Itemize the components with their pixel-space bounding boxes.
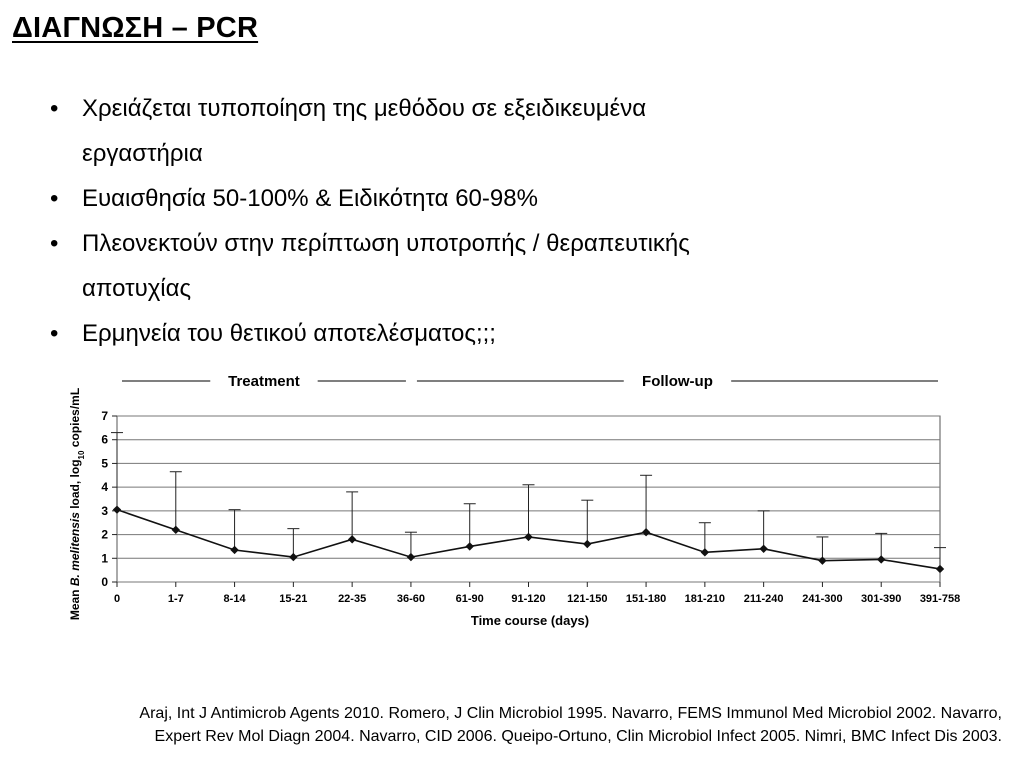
chart-axes xyxy=(101,409,960,605)
data-point xyxy=(524,533,532,541)
bullet-text: Πλεονεκτούν στην περίπτωση υποτροπής / θεραπευτικής xyxy=(82,230,690,257)
bullet-dot-icon: • xyxy=(50,320,59,347)
x-tick-label: 22-35 xyxy=(338,593,367,605)
data-point xyxy=(701,548,709,556)
y-tick-label: 6 xyxy=(101,432,108,447)
reference-line: Araj, Int J Antimicrob Agents 2010. Romero, J Clin Microbiol 1995. Navarro, FEMS Immunol Med Microbiol 2002. Navarro, xyxy=(139,705,1002,722)
x-axis-label: Time course (days) xyxy=(470,613,590,628)
data-point xyxy=(642,528,650,536)
bullet-text: Ευαισθησία 50-100% & Ειδικότητα 60-98% xyxy=(82,185,538,212)
x-tick-label: 211-240 xyxy=(743,593,784,605)
data-point xyxy=(113,505,121,513)
bullet-text-continued: αποτυχίας xyxy=(82,275,192,302)
data-point xyxy=(230,546,238,554)
x-tick-label: 241-300 xyxy=(802,593,843,605)
bullet-dot-icon: • xyxy=(50,230,59,257)
bullet-item xyxy=(50,311,850,356)
references xyxy=(10,702,1002,748)
y-axis-label-part: Mean xyxy=(68,586,82,621)
data-point xyxy=(583,540,591,548)
bullet-item xyxy=(50,86,850,176)
x-tick-label: 181-210 xyxy=(684,593,726,605)
y-axis-label-part: load, log xyxy=(68,459,82,513)
bullet-dot-icon: • xyxy=(50,95,59,122)
data-point xyxy=(348,535,356,543)
phase-label: Treatment xyxy=(228,373,300,390)
data-point xyxy=(407,553,415,561)
bullet-list xyxy=(50,86,850,356)
x-tick-label: 121-150 xyxy=(567,593,608,605)
bullet-text: Χρειάζεται τυποποίηση της μεθόδου σε εξειδικευμένα xyxy=(82,95,647,122)
y-tick-label: 3 xyxy=(101,503,108,518)
x-tick-label: 36-60 xyxy=(396,593,425,605)
data-point xyxy=(818,556,826,564)
data-point xyxy=(759,545,767,553)
y-axis-label xyxy=(68,388,86,620)
y-axis-label-part: copies/mL xyxy=(68,387,82,451)
y-tick-label: 1 xyxy=(101,551,108,566)
bullet-item xyxy=(50,176,850,221)
bullet-text: Ερμηνεία του θετικού αποτελέσματος;;; xyxy=(82,320,496,347)
x-tick-label: 8-14 xyxy=(223,593,246,605)
x-tick-label: 61-90 xyxy=(455,593,484,605)
data-point xyxy=(936,565,944,573)
x-tick-label: 15-21 xyxy=(279,593,308,605)
bullet-text-continued: εργαστήρια xyxy=(82,140,203,167)
data-point xyxy=(289,553,297,561)
y-tick-label: 5 xyxy=(101,456,108,471)
x-tick-label: 1-7 xyxy=(167,593,184,605)
x-tick-label: 391-758 xyxy=(919,593,960,605)
chart-phase-bar xyxy=(122,373,938,390)
x-tick-label: 151-180 xyxy=(625,593,667,605)
bullet-item xyxy=(50,221,850,311)
slide-title: ΔΙΑΓΝΩΣΗ – PCR xyxy=(12,12,259,44)
y-tick-label: 2 xyxy=(101,527,108,542)
x-tick-label: 0 xyxy=(113,593,121,605)
x-tick-label: 301-390 xyxy=(861,593,902,605)
data-point xyxy=(172,526,180,534)
pcr-load-chart xyxy=(60,362,960,634)
x-tick-label: 91-120 xyxy=(511,593,546,605)
bullet-dot-icon: • xyxy=(50,185,59,212)
y-axis-label-part: B. melitensis xyxy=(68,512,82,587)
y-axis-label-part: 10 xyxy=(76,450,86,460)
phase-label: Follow-up xyxy=(642,373,713,390)
y-tick-label: 0 xyxy=(101,575,108,589)
y-tick-label: 7 xyxy=(101,409,108,423)
data-point xyxy=(466,542,474,550)
y-tick-label: 4 xyxy=(101,480,108,495)
data-point xyxy=(877,555,885,563)
reference-line: Expert Rev Mol Diagn 2004. Navarro, CID 2006. Queipo-Ortuno, Clin Microbiol Infect 2005. Nimri, BMC Infect Dis 2003. xyxy=(154,728,1002,745)
